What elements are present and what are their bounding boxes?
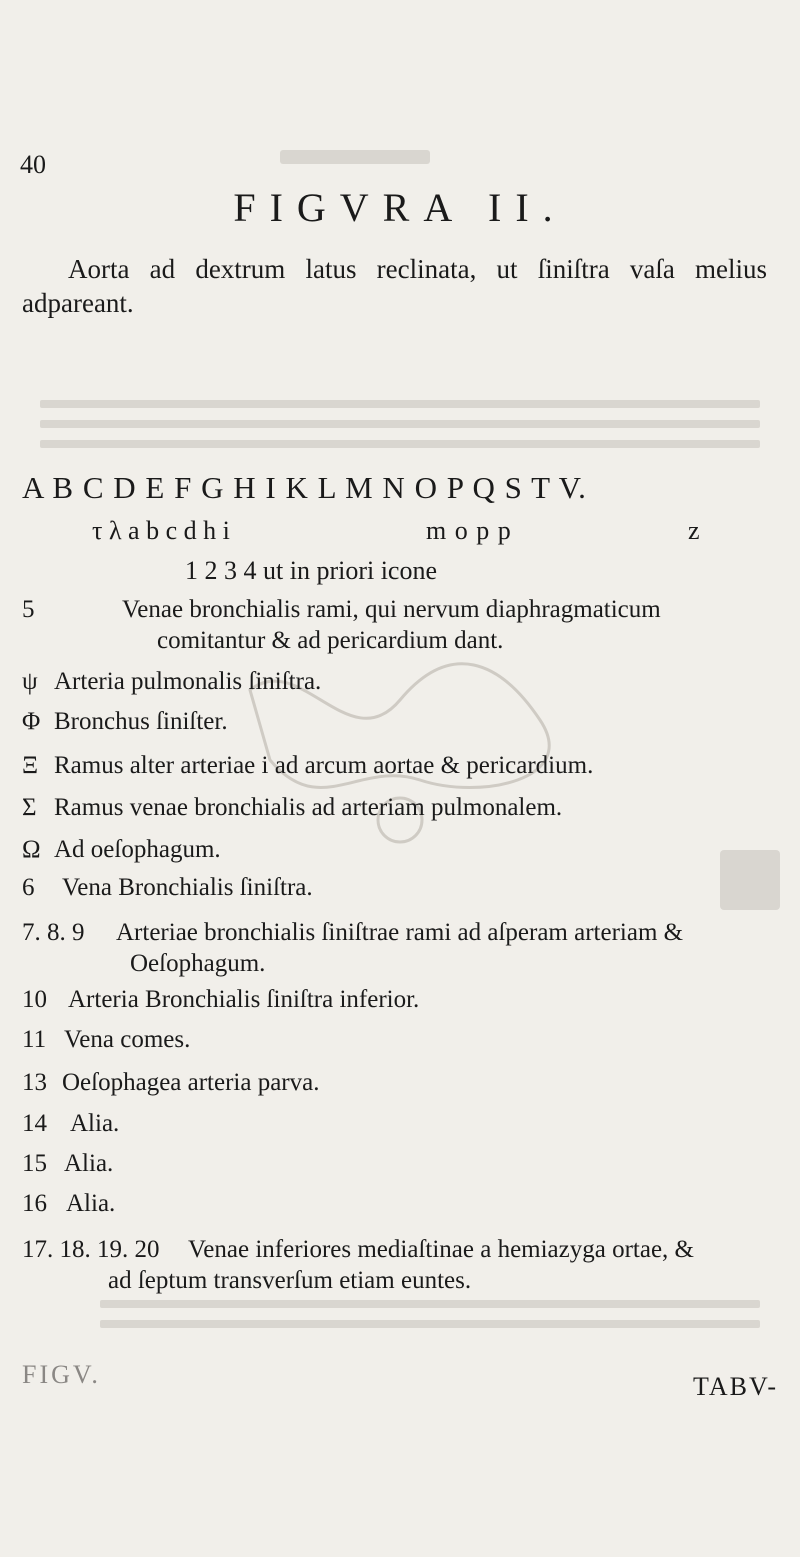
legend-entry [22,1067,778,1098]
entry-text: Arteria pulmonalis ſiniſtra. [54,668,322,695]
entry-text: Vena comes. [64,1026,191,1053]
letter-key-row: A B C D E F G H I K L M N O P Q S T V. [22,470,587,505]
bleed-footer-text: FIGV. [22,1360,101,1389]
legend-entry [22,1108,778,1139]
entry-text: Venae bronchialis rami, qui nervum diaphragmaticum [122,596,661,623]
figure-heading: FIGVRA II. [233,185,567,230]
letter-key-sub-1: τ λ a b c d h i [92,516,230,545]
figure-caption: Aorta ad dextrum latus reclinata, ut ſiniſtra vaſa melius adpareant. [22,254,767,318]
entry-mark: 13 [22,1069,47,1096]
legend-entry [22,666,778,697]
entry-mark: 17. 18. 19. 20 [22,1236,160,1263]
entry-mark: 15 [22,1150,47,1177]
entry-text: Venae inferiores mediaſtinae a hemiazyga ortae, & [188,1236,695,1263]
entry-text: Arteriae bronchialis ſiniſtrae rami ad aſperam arteriam & [116,919,684,946]
legend-entry [22,872,778,903]
entry-mark: 10 [22,986,47,1013]
entry-text: Ad oeſophagum. [54,836,221,863]
legend-entry [22,706,778,737]
entry-mark: 5 [22,596,35,623]
entry-continuation: Oeſophagum. [130,950,266,977]
entry-mark: 16 [22,1190,47,1217]
entry-continuation: ad ſeptum transverſum etiam euntes. [108,1267,472,1294]
entry-text: Alia. [64,1150,114,1177]
entry-mark: 6 [22,874,35,901]
entry-mark: 7. 8. 9 [22,919,85,946]
legend-entry [22,1188,778,1219]
legend-entry [22,594,778,656]
page-number: 40 [20,150,46,179]
entry-mark: Ξ [22,752,39,779]
entry-mark: ψ [22,668,38,695]
entry-mark: Φ [22,708,41,735]
legend-entry [22,792,778,823]
catchword: TABV- [693,1372,778,1401]
prior-icon-reference: 1 2 3 4 ut in priori icone [185,556,438,585]
entry-text: Alia. [66,1190,116,1217]
entry-mark: 14 [22,1110,47,1137]
entry-continuation: comitantur & ad pericardium dant. [157,627,504,654]
entry-text: Arteria Bronchialis ſiniſtra inferior. [68,986,420,1013]
legend-entry [22,834,778,865]
legend-entry [22,917,778,979]
legend-entry [22,750,778,781]
letter-key-sub-2: m o p p [426,516,512,545]
legend-entry [22,1024,778,1055]
entry-text: Bronchus ſiniſter. [54,708,228,735]
entry-text: Ramus alter arteriae i ad arcum aortae & pericardium. [54,752,594,779]
entry-text: Oeſophagea arteria parva. [62,1069,320,1096]
entry-mark: Ω [22,836,41,863]
legend-entry [22,984,778,1015]
letter-key-sub-3: z [688,516,700,545]
entry-mark: 11 [22,1026,47,1053]
entry-text: Alia. [70,1110,120,1137]
legend-entry [22,1234,778,1296]
entry-mark: Σ [22,794,37,821]
legend-entry [22,1148,778,1179]
entry-text: Vena Bronchialis ſiniſtra. [62,874,313,901]
entry-text: Ramus venae bronchialis ad arteriam pulmonalem. [54,794,563,821]
